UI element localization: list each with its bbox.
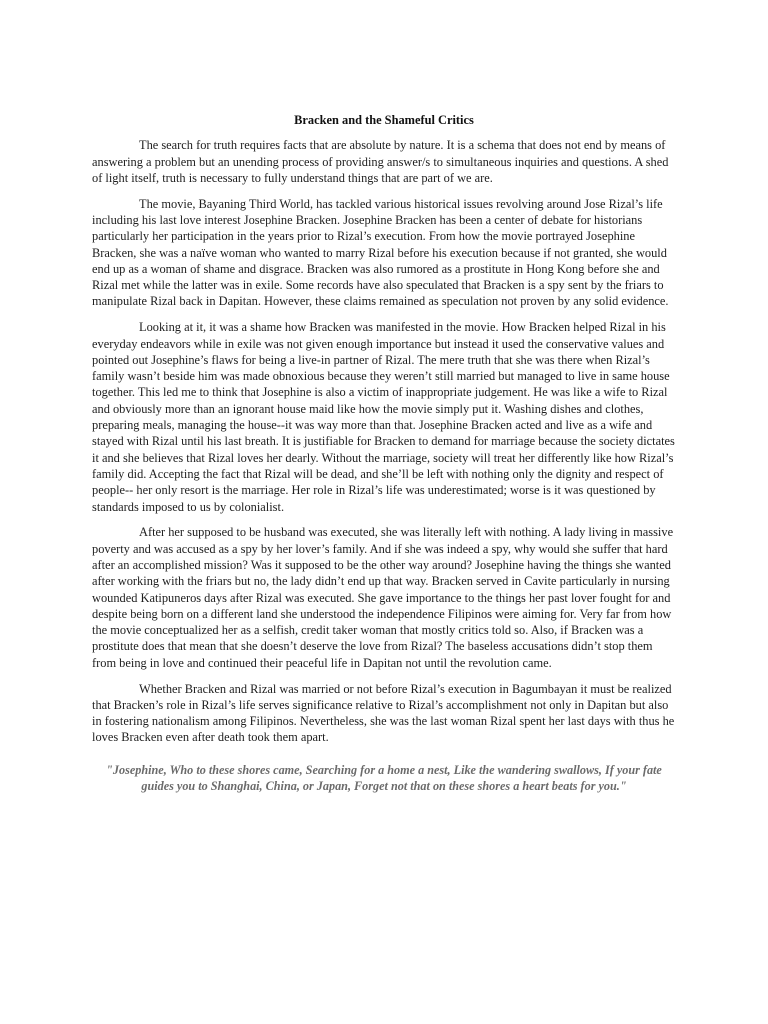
closing-quote: "Josephine, Who to these shores came, Searching for a home a nest, Like the wandering swallows, If your fate guides you to Shanghai, China, or Japan, Forget not that on these shores a heart beats for you." <box>106 762 662 793</box>
paragraph-4: After her supposed to be husband was executed, she was literally left with nothing. A lady living in massive poverty and was accused as a spy by her lover’s family. And if she was indeed a spy, why would she suffer that hard after an accomplished mission? Was it supposed to be the other way around? Josephine having the things she wanted after working with the friars but no, the lady didn’t end up that way. Bracken served in Cavite particularly in nursing wounded Katipuneros days after Rizal was executed. She gave importance to the things her past lover fought for and despite being born on a different land she understood the independence Filipinos were aiming for. Very far from how the movie conceptualized her as a selfish, credit taker woman that mostly critics told so. Also, if Bracken was a prostitute does that mean that she doesn’t deserve the love from Rizal? The baseless accusations didn’t stop them from being in love and continued their peaceful life in Dapitan not until the revolution came. <box>92 525 674 670</box>
document-title: Bracken and the Shameful Critics <box>294 113 474 127</box>
document-page <box>92 112 676 794</box>
paragraph-2: The movie, Bayaning Third World, has tackled various historical issues revolving around Jose Rizal’s life including his last love interest Josephine Bracken. Josephine Bracken has been a center of debate for historians particularly her participation in the years prior to Rizal’s execution. From how the movie portrayed Josephine Bracken, she was a naïve woman who wanted to marry Rizal before his execution because if not granted, she would end up as a woman of shame and disgrace. Bracken was also rumored as a prostitute in Hong Kong before she and Rizal met while the latter was in exile. Some records have also speculated that Bracken is a spy sent by the friars to manipulate Rizal back in Dapitan. However, these claims remained as speculation not proven by any solid evidence. <box>92 196 669 309</box>
paragraph-3: Looking at it, it was a shame how Bracken was manifested in the movie. How Bracken helped Rizal in his everyday endeavors while in exile was not given enough importance but instead it used the conservative values and pointed out Josephine’s flaws for being a live-in partner of Rizal. The mere truth that she was there when Rizal’s family wasn’t beside him was made obnoxious because they weren’t still married but managed to live in same house together. This led me to think that Josephine is also a victim of inappropriate judgement. He was like a wife to Rizal and obviously more than an ignorant house maid like how the movie simply put it. Washing dishes and clothes, preparing meals, managing the house--it was way more than that. Josephine Bracken acted and live as a wife and stayed with Rizal until his last breath. It is justifiable for Bracken to demand for marriage because the society dictates it and she believes that Rizal loves her dearly. Without the marriage, society will treat her differently like how Rizal’s family did. Accepting the fact that Rizal will be dead, and she’ll be left with nothing only the dignity and respect of people-- her only resort is the marriage. Her role in Rizal’s life was underestimated; worse is it was questioned by standards imposed to us by colonialist. <box>92 320 675 514</box>
paragraph-5: Whether Bracken and Rizal was married or not before Rizal’s execution in Bagumbayan it must be realized that Bracken’s role in Rizal’s life serves significance relative to Rizal’s accomplishment not only in Dapitan but also in fostering nationalism among Filipinos. Nevertheless, she was the last woman Rizal spent her last days with thus he loves Bracken even after death took them apart. <box>92 681 675 745</box>
paragraph-1: The search for truth requires facts that are absolute by nature. It is a schema that does not end by means of answering a problem but an unending process of providing answer/s to simultaneous inquiries and questions. A shed of light itself, truth is necessary to fully understand things that are part of we are. <box>92 138 669 185</box>
